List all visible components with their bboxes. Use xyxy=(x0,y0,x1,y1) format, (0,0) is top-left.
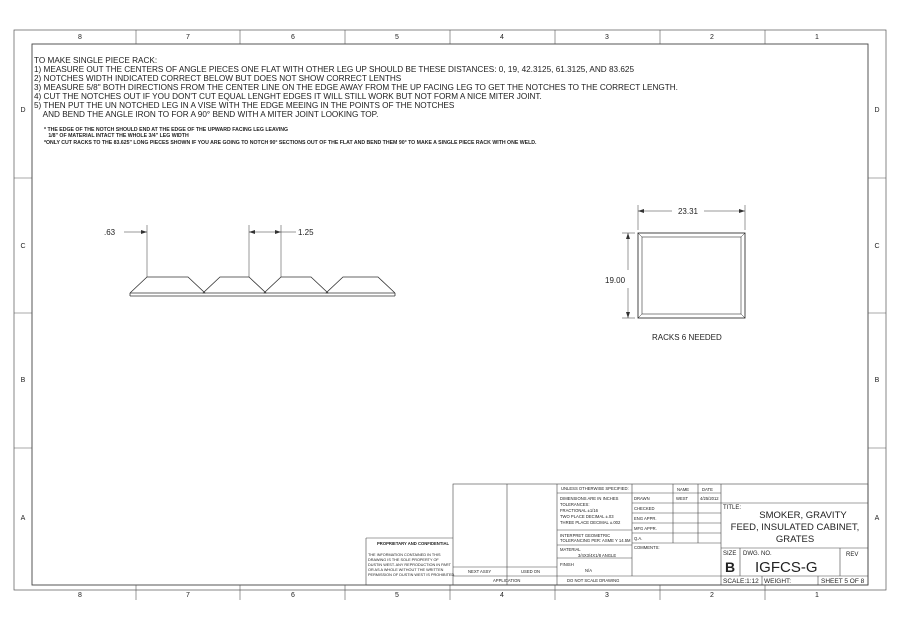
tb-prop-4: OR AS A WHOLE WITHOUT THE WRITTEN xyxy=(368,568,444,572)
tb-dims-2: TOLERANCES: xyxy=(560,502,590,507)
zone-col-bottom-5: 5 xyxy=(395,592,399,599)
tb-title-lbl: TITLE: xyxy=(723,505,742,511)
tb-dims-5: THREE PLACE DECIMAL ±.002 xyxy=(560,520,621,525)
zone-row-right-A: A xyxy=(874,515,880,522)
tb-prop-5: PERMISSION OF DUSTIN WEST IS PROHIBITED. xyxy=(368,573,456,577)
arrow-head xyxy=(626,233,630,239)
tb-weight: WEIGHT: xyxy=(764,578,792,585)
tb-dims-3: FRACTIONAL ±1/16 xyxy=(560,508,598,513)
arrow-head xyxy=(275,230,281,234)
arrow-head xyxy=(249,230,255,234)
tb-sheet: SHEET 5 OF 8 xyxy=(821,578,865,585)
tb-dwg-val: IGFCS-G xyxy=(755,559,818,576)
tb-comments: COMMENTS: xyxy=(634,545,660,550)
tb-title-1: SMOKER, GRAVITY xyxy=(759,510,847,521)
tb-title-2: FEED, INSULATED CABINET, xyxy=(730,522,860,533)
zone-col-bottom-2: 2 xyxy=(710,592,714,599)
zone-row-left-A: A xyxy=(20,515,26,522)
dim-notch-offset: .63 xyxy=(104,228,116,237)
zone-col-bottom-8: 8 xyxy=(78,592,82,599)
tb-dwg-lbl: DWG. NO. xyxy=(743,551,772,557)
tb-mfg-appr: MFG APPR. xyxy=(634,526,657,531)
zone-col-top-5: 5 xyxy=(395,34,399,41)
note-step-5-cont: AND BEND THE ANGLE IRON TO FOR A 90° BEND WITH A MITER JOINT LOOKING TOP. xyxy=(34,110,379,119)
notes-title: TO MAKE SINGLE PIECE RACK: xyxy=(34,56,158,65)
zone-row-left-B: B xyxy=(20,377,26,384)
angle-profile xyxy=(130,277,395,293)
zone-col-top-4: 4 xyxy=(500,34,504,41)
tb-checked: CHECKED xyxy=(634,506,655,511)
tb-next-assy: NEXT ASSY xyxy=(468,569,492,574)
note-step-1: 1) MEASURE OUT THE CENTERS OF ANGLE PIECES ONE FLAT WITH OTHER LEG UP SHOULD BE THESE DISTANCES: 0, 19, 42.3125, 61.3125, AND 83.625 xyxy=(34,65,635,74)
tb-date-hdr: DATE xyxy=(702,487,713,492)
zone-col-bottom-4: 4 xyxy=(500,592,504,599)
tb-material-lbl: MATERIAL xyxy=(560,547,581,552)
zone-col-top-8: 8 xyxy=(78,34,82,41)
tb-material-val: 3/4X3/4X1/8 ANGLE xyxy=(578,553,617,558)
tb-dims-4: TWO PLACE DECIMAL ±.03 xyxy=(560,514,614,519)
zone-row-right-C: C xyxy=(874,243,880,250)
footnote-cut-racks: *ONLY CUT RACKS TO THE 83.625" LONG PIECES SHOWN IF YOU ARE GOING TO NOTCH 90° SECTIONS OUT OF THE FLAT AND BEND THEM 90° TO MAKE A SINGLE PIECE RACK WITH ONE WELD. xyxy=(44,140,537,146)
rack-frame-view xyxy=(622,205,745,318)
tb-rev-lbl: REV xyxy=(846,552,859,558)
tb-drawn-date: 4/25/2012 xyxy=(700,496,719,501)
tb-geo-1: INTERPRET GEOMETRIC xyxy=(560,533,611,538)
tb-size-lbl: SIZE xyxy=(723,551,737,557)
zone-col-top-6: 6 xyxy=(291,34,295,41)
racks-needed-label: RACKS 6 NEEDED xyxy=(652,333,722,342)
tb-proprietary: PROPRIETARY AND CONFIDENTIAL xyxy=(377,541,450,546)
tb-used-on: USED ON xyxy=(521,569,541,574)
zone-row-right-D: D xyxy=(874,107,880,114)
zone-row-left-C: C xyxy=(20,243,26,250)
dim-notch-width: 1.25 xyxy=(298,228,314,237)
dim-rack-height: 19.00 xyxy=(605,276,626,285)
zone-col-top-1: 1 xyxy=(815,34,819,41)
tb-scale: SCALE:1:12 xyxy=(723,578,759,585)
tb-prop-3: DUSTIN WEST. ANY REPRODUCTION IN PART xyxy=(368,563,451,567)
footnote-notch-edge-cont: 1/8" OF MATERIAL INTACT THE WHOLE 3/4" LEG WIDTH xyxy=(44,133,189,139)
note-step-5: 5) THEN PUT THE UN NOTCHED LEG IN A VISE WITH THE EDGE MEEING IN THE POINTS OF THE NOTCHES xyxy=(34,101,455,110)
tb-application: APPLICATION xyxy=(493,578,521,583)
tb-dims-1: DIMENSIONS ARE IN INCHES xyxy=(560,496,619,501)
zone-col-top-7: 7 xyxy=(186,34,190,41)
zone-col-bottom-6: 6 xyxy=(291,592,295,599)
tb-finish-lbl: FINISH xyxy=(560,562,574,567)
tb-qa: Q.A. xyxy=(634,536,643,541)
zone-col-bottom-1: 1 xyxy=(815,592,819,599)
note-step-3: 3) MEASURE 5/8" BOTH DIRECTIONS FROM THE CENTER LINE ON THE EDGE AWAY FROM THE UP FACING LEG TO GET THE NOTCHES TO THE CORRECT LENGTH. xyxy=(34,83,678,92)
arrow-head xyxy=(638,209,644,213)
tb-unless: UNLESS OTHERWISE SPECIFIED: xyxy=(561,486,629,491)
note-step-2: 2) NOTCHES WIDTH INDICATED CORRECT BELOW BUT DOES NOT SHOW CORRECT LENTHS xyxy=(34,74,402,83)
tb-eng-appr: ENG APPR. xyxy=(634,516,657,521)
tb-name-hdr: NAME xyxy=(677,487,690,492)
inner-border xyxy=(32,44,868,585)
tb-do-not-scale: DO NOT SCALE DRAWING xyxy=(567,578,620,583)
tb-title-3: GRATES xyxy=(775,534,815,545)
tb-finish-val: N/A xyxy=(585,568,592,573)
zone-col-top-3: 3 xyxy=(605,34,609,41)
tb-drawn-name: WEST xyxy=(676,496,689,501)
arrow-head xyxy=(141,230,147,234)
tb-size-val: B xyxy=(725,559,736,575)
zone-col-bottom-3: 3 xyxy=(605,592,609,599)
dim-rack-width: 23.31 xyxy=(677,207,699,216)
arrow-head xyxy=(739,209,745,213)
tb-geo-2: TOLERANCING PER: ASME Y 14.5M xyxy=(560,538,631,543)
notched-angle-view xyxy=(124,225,395,296)
note-step-4: 4) CUT THE NOTCHES OUT IF YOU DON'T CUT EQUAL LENGHT EDGES IT WILL STILL WORK BUT NOT FORM A NICE MITER JOINT. xyxy=(34,92,542,101)
tb-drawn: DRAWN xyxy=(634,496,650,501)
zone-row-right-B: B xyxy=(874,377,880,384)
arrow-head xyxy=(626,312,630,318)
zone-col-bottom-7: 7 xyxy=(186,592,190,599)
zone-row-left-D: D xyxy=(20,107,26,114)
tb-prop-1: THE INFORMATION CONTAINED IN THIS xyxy=(368,553,441,557)
footnote-notch-edge: * THE EDGE OF THE NOTCH SHOULD END AT THE EDGE OF THE UPWARD FACING LEG LEAVING xyxy=(44,127,289,133)
tb-prop-2: DRAWING IS THE SOLE PROPERTY OF xyxy=(368,558,439,562)
zone-col-top-2: 2 xyxy=(710,34,714,41)
